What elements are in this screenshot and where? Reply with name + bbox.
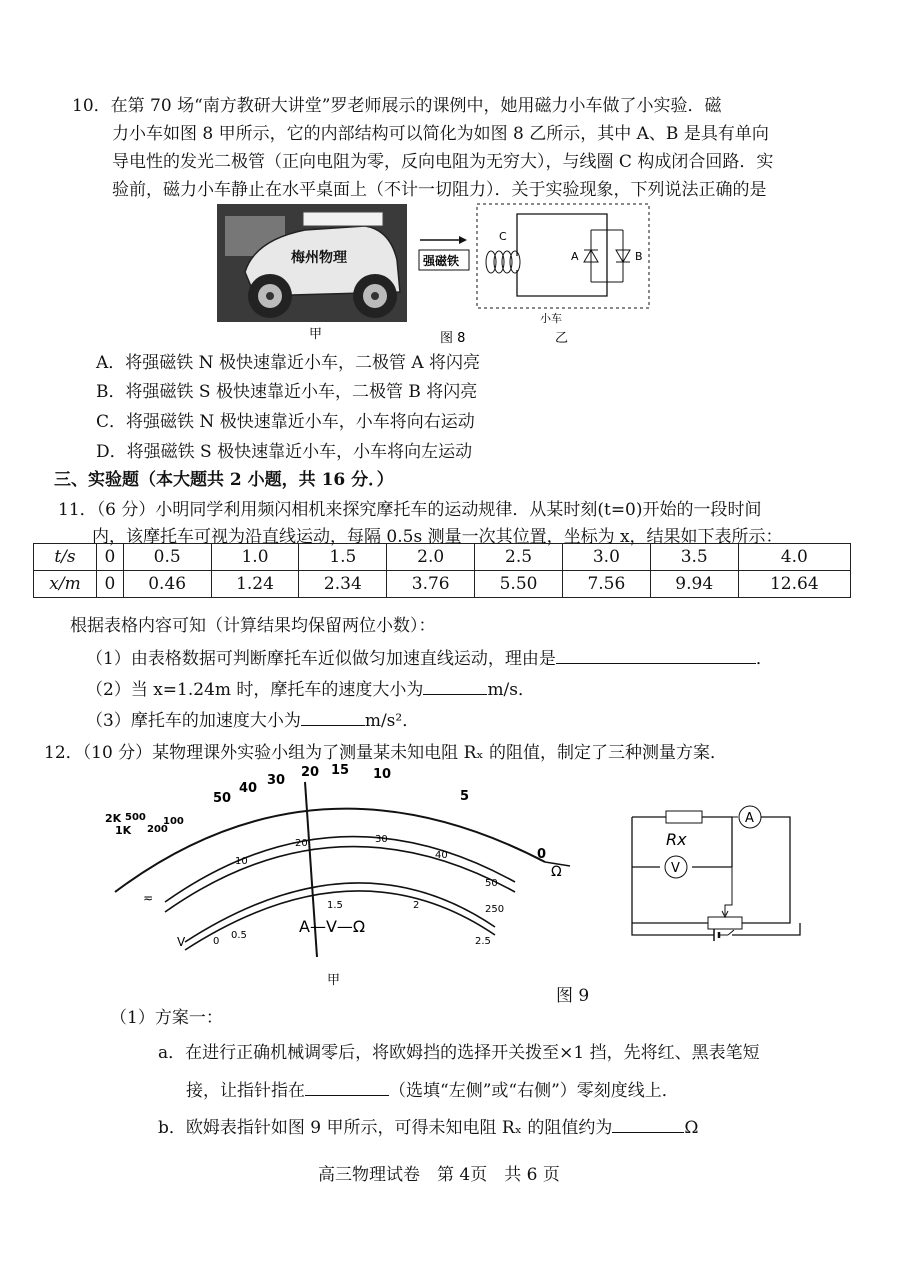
q11-sub1: （1）由表格数据可判断摩托车近似做匀加速直线运动，理由是 ． [86, 645, 773, 671]
ohm-label: 0 [537, 847, 547, 862]
ohm-label: 200 [147, 824, 168, 835]
table-cell: 3.76 [387, 571, 475, 598]
section-3-heading: 三、实验题（本大题共 2 小题，共 16 分．） [54, 470, 394, 490]
table-cell: t/s [34, 544, 97, 571]
ohm-label: 30 [267, 773, 286, 788]
coil-label: C [499, 230, 507, 243]
rheostat [708, 917, 742, 929]
multimeter-dial [95, 762, 585, 992]
resistor-rx [666, 811, 702, 823]
table-cell: 2.34 [299, 571, 387, 598]
table-cell: 5.50 [475, 571, 563, 598]
table-cell: 0 [97, 544, 124, 571]
table-cell: 1.5 [299, 544, 387, 571]
q10-option-d: D．将强磁铁 S 极快速靠近小车，小车将向左运动 [96, 442, 473, 462]
omega-symbol: Ω [551, 864, 562, 880]
q12-plan1: （1）方案一： [110, 1008, 223, 1028]
rx-label: Rx [666, 830, 687, 849]
circuit-diagram [620, 805, 810, 965]
table-cell: 12.64 [738, 571, 850, 598]
table-cell: 9.94 [650, 571, 738, 598]
car-label: 梅州物理 [291, 250, 347, 266]
dc-label: 20 [295, 838, 308, 849]
ohm-label: 100 [163, 816, 184, 827]
fig8-yi: 乙 [555, 331, 569, 346]
q10-line1: 10．在第 70 场“南方教研大讲堂”罗老师展示的课例中，她用磁力小车做了小实验．磁 [72, 96, 722, 116]
q11-data-table [33, 543, 851, 598]
meter-jia: 甲 [327, 973, 341, 988]
dc-label: 50 [485, 878, 498, 889]
ohm-label: 5 [460, 789, 470, 804]
q11-line1: 11．（6 分）小明同学利用频闪相机来探究摩托车的运动规律．从某时刻(t=0)开始的一段时间 [58, 500, 762, 520]
ac-label: 1.5 [327, 900, 343, 911]
answer-blank[interactable] [556, 645, 756, 664]
table-cell: 0.5 [123, 544, 211, 571]
q11-intro: 根据表格内容可知（计算结果均保留两位小数）： [70, 616, 436, 636]
q11-sub3: （3）摩托车的加速度大小为 m/s²． [86, 707, 419, 733]
page-footer: 高三物理试卷 第 4页 共 6 页 [318, 1165, 560, 1185]
q10-line3: 导电性的发光二极管（正向电阻为零，反向电阻为无穷大），与线圈 C 构成闭合回路．实 [112, 152, 774, 172]
answer-blank[interactable] [301, 707, 365, 726]
q10-line2: 力小车如图 8 甲所示，它的内部结构可以简化为如图 8 乙所示，其中 A、B 是具有单向 [112, 124, 769, 144]
coil-c [486, 251, 520, 273]
q10-line4: 验前，磁力小车静止在水平桌面上（不计一切阻力）．关于实验现象，下列说法正确的是 [112, 180, 767, 200]
table-cell: 1.24 [211, 571, 299, 598]
switch [728, 930, 734, 935]
ac-label: 0 [213, 936, 220, 947]
q12-a-line1: a．在进行正确机械调零后，将欧姆挡的选择开关拨至×1 挡，先将红、黑表笔短 [158, 1043, 760, 1063]
magnet-label: 强磁铁 [423, 254, 460, 268]
q12-line1: 12．（10 分）某物理课外实验小组为了测量某未知电阻 Rₓ 的阻值，制定了三种测量方案． [44, 743, 727, 763]
fig9-caption: 图 9 [556, 986, 590, 1006]
q10-option-a: A．将强磁铁 N 极快速靠近小车，二极管 A 将闪亮 [96, 353, 481, 373]
dc-label: 250 [485, 904, 505, 915]
answer-blank[interactable] [423, 676, 487, 695]
table-row-t [34, 544, 851, 571]
fig8-jia: 甲 [309, 327, 323, 342]
ohm-label: 40 [239, 781, 258, 796]
ohm-label: 20 [301, 765, 320, 780]
table-cell: x/m [34, 571, 97, 598]
ohm-label: 2K [105, 812, 122, 825]
q10-option-b: B．将强磁铁 S 极快速靠近小车，二极管 B 将闪亮 [96, 382, 478, 402]
table-cell: 2.5 [475, 544, 563, 571]
dc-label: 40 [435, 850, 448, 861]
ohm-label: 50 [213, 791, 232, 806]
q10-option-c: C．将强磁铁 N 极快速靠近小车，小车将向右运动 [96, 412, 475, 432]
table-cell: 3.0 [562, 544, 650, 571]
table-cell: 2.0 [387, 544, 475, 571]
ammeter-label: A [745, 811, 754, 826]
ohm-label: 15 [331, 763, 350, 778]
ac-label: 0.5 [231, 930, 247, 941]
diode-a-label: A [571, 250, 579, 263]
figure-8 [215, 200, 655, 348]
v-mark: V [177, 935, 186, 949]
table-cell: 3.5 [650, 544, 738, 571]
answer-blank[interactable] [612, 1114, 684, 1133]
q12-a-line2: 接，让指针指在 （选填“左侧”或“右侧”）零刻度线上． [186, 1077, 679, 1103]
diode-b-label: B [635, 250, 643, 263]
ac-mark: ≂ [143, 891, 154, 905]
ohm-label: 1K [115, 824, 132, 837]
ac-label: 2 [413, 900, 420, 911]
dc-label: 30 [375, 834, 388, 845]
table-cell: 4.0 [738, 544, 850, 571]
ohm-label: 10 [373, 767, 392, 782]
q12-b-line: b．欧姆表指针如图 9 甲所示，可得未知电阻 Rₓ 的阻值约为 Ω [158, 1114, 698, 1140]
voltmeter-label: V [671, 861, 680, 876]
table-cell: 0.46 [123, 571, 211, 598]
ac-label: 2.5 [475, 936, 491, 947]
ohm-label: 500 [125, 812, 146, 823]
avo-text: A—V—Ω [299, 917, 366, 936]
table-cell: 0 [97, 571, 124, 598]
answer-blank[interactable] [305, 1077, 389, 1096]
q11-line2: 内，该摩托车可视为沿直线运动，每隔 0.5s 测量一次其位置，坐标为 x，结果如下表所示： [92, 527, 783, 547]
dc-label: 10 [235, 856, 248, 867]
car-text: 小车 [540, 312, 562, 325]
table-cell: 7.56 [562, 571, 650, 598]
q11-sub2: （2）当 x=1.24m 时，摩托车的速度大小为 m/s． [86, 676, 535, 702]
fig8-caption: 图 8 [440, 331, 466, 346]
table-row-x [34, 571, 851, 598]
table-cell: 1.0 [211, 544, 299, 571]
